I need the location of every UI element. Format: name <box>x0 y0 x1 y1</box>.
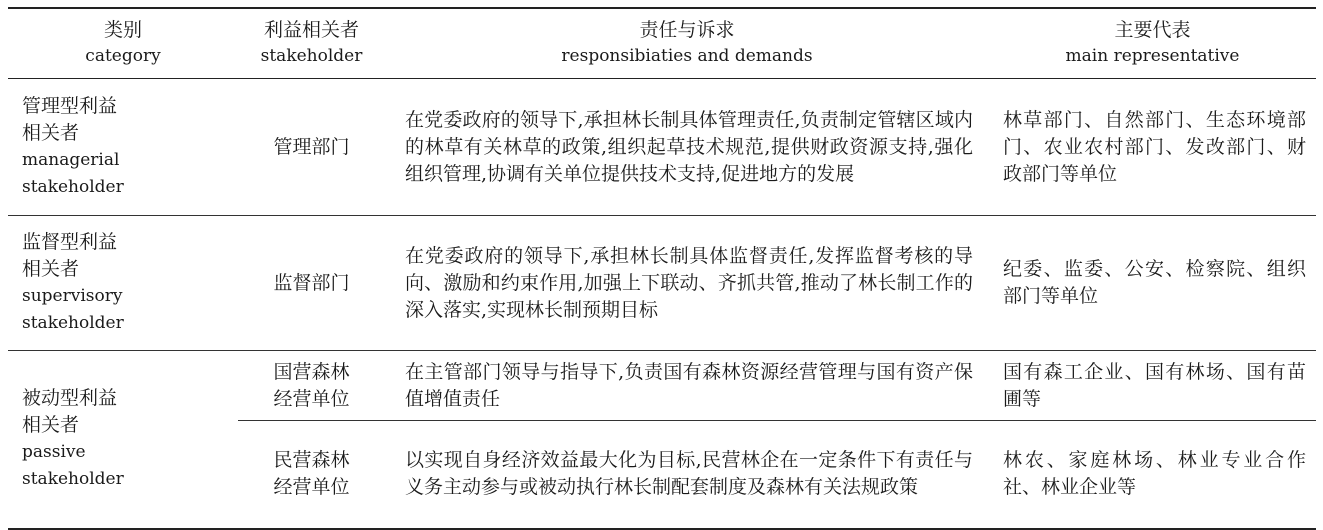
category-cell <box>8 216 238 351</box>
table-row <box>8 79 1316 216</box>
header-stakeholder <box>238 8 385 79</box>
header-category <box>8 8 238 79</box>
stakeholder-table <box>8 7 1316 530</box>
header-category-en: category <box>85 46 161 66</box>
header-representative-en: main representative <box>1065 46 1240 66</box>
category-en-line1: managerial <box>22 150 120 170</box>
category-en-line2: stakeholder <box>22 313 124 333</box>
stakeholder-line2: 经营单位 <box>273 387 350 410</box>
header-responsibility <box>385 8 989 79</box>
category-en-line2: stakeholder <box>22 469 124 490</box>
representative-cell: 纪委、监委、公安、检察院、组织部门等单位 <box>1003 258 1306 307</box>
header-responsibility-zh: 责任与诉求 <box>639 19 735 41</box>
category-cell <box>8 351 238 529</box>
table-header <box>8 8 1316 79</box>
stakeholder-cell <box>238 421 385 529</box>
stakeholder-cell <box>238 351 385 421</box>
header-stakeholder-zh: 利益相关者 <box>263 19 359 41</box>
category-zh-line1: 被动型利益 <box>22 387 118 410</box>
category-en-line1: passive <box>22 442 86 463</box>
category-zh-line1: 监督型利益 <box>22 231 118 253</box>
responsibility-cell: 以实现自身经济效益最大化为目标,民营林企在一定条件下有责任与义务主动参与或被动执行林长制配套制度及森林有关法规政策 <box>405 449 973 499</box>
responsibility-cell: 在党委政府的领导下,承担林长制具体监督责任,发挥监督考核的导向、激励和约束作用,加强上下联动、齐抓共管,推动了林长制工作的深入落实,实现林长制预期目标 <box>405 244 973 321</box>
stakeholder-line1: 国营森林 <box>273 360 350 383</box>
category-zh-line1: 管理型利益 <box>22 95 118 117</box>
header-responsibility-en: responsibiaties and demands <box>561 46 813 66</box>
table-row <box>8 216 1316 351</box>
stakeholder-cell: 管理部门 <box>273 135 350 158</box>
stakeholder-line1: 民营森林 <box>273 449 350 472</box>
category-en-line2: stakeholder <box>22 177 124 197</box>
category-en-line1: supervisory <box>22 286 123 306</box>
header-representative-zh: 主要代表 <box>1114 19 1191 41</box>
header-representative <box>989 8 1316 79</box>
representative-cell: 国有森工企业、国有林场、国有苗圃等 <box>989 351 1316 421</box>
stakeholder-line2: 经营单位 <box>273 476 350 499</box>
category-cell <box>8 79 238 216</box>
category-zh-line2: 相关者 <box>22 122 80 144</box>
representative-cell: 林农、家庭林场、林业专业合作社、林业企业等 <box>1003 449 1306 499</box>
stakeholder-cell: 监督部门 <box>273 271 350 294</box>
responsibility-cell: 在党委政府的领导下,承担林长制具体管理责任,负责制定管辖区域内的林草有关林草的政策,组织起草技术规范,提供财政资源支持,强化组织管理,协调有关单位提供技术支持,促进地方的发展 <box>405 108 973 185</box>
category-zh-line2: 相关者 <box>22 258 80 280</box>
header-stakeholder-en: stakeholder <box>260 46 363 66</box>
category-zh-line2: 相关者 <box>22 414 80 437</box>
representative-cell: 林草部门、自然部门、生态环境部门、农业农村部门、发改部门、财政部门等单位 <box>1003 108 1306 185</box>
header-category-zh: 类别 <box>103 19 142 41</box>
table-row <box>8 351 1316 421</box>
responsibility-cell: 在主管部门领导与指导下,负责国有森林资源经营管理与国有资产保值增值责任 <box>385 351 989 421</box>
